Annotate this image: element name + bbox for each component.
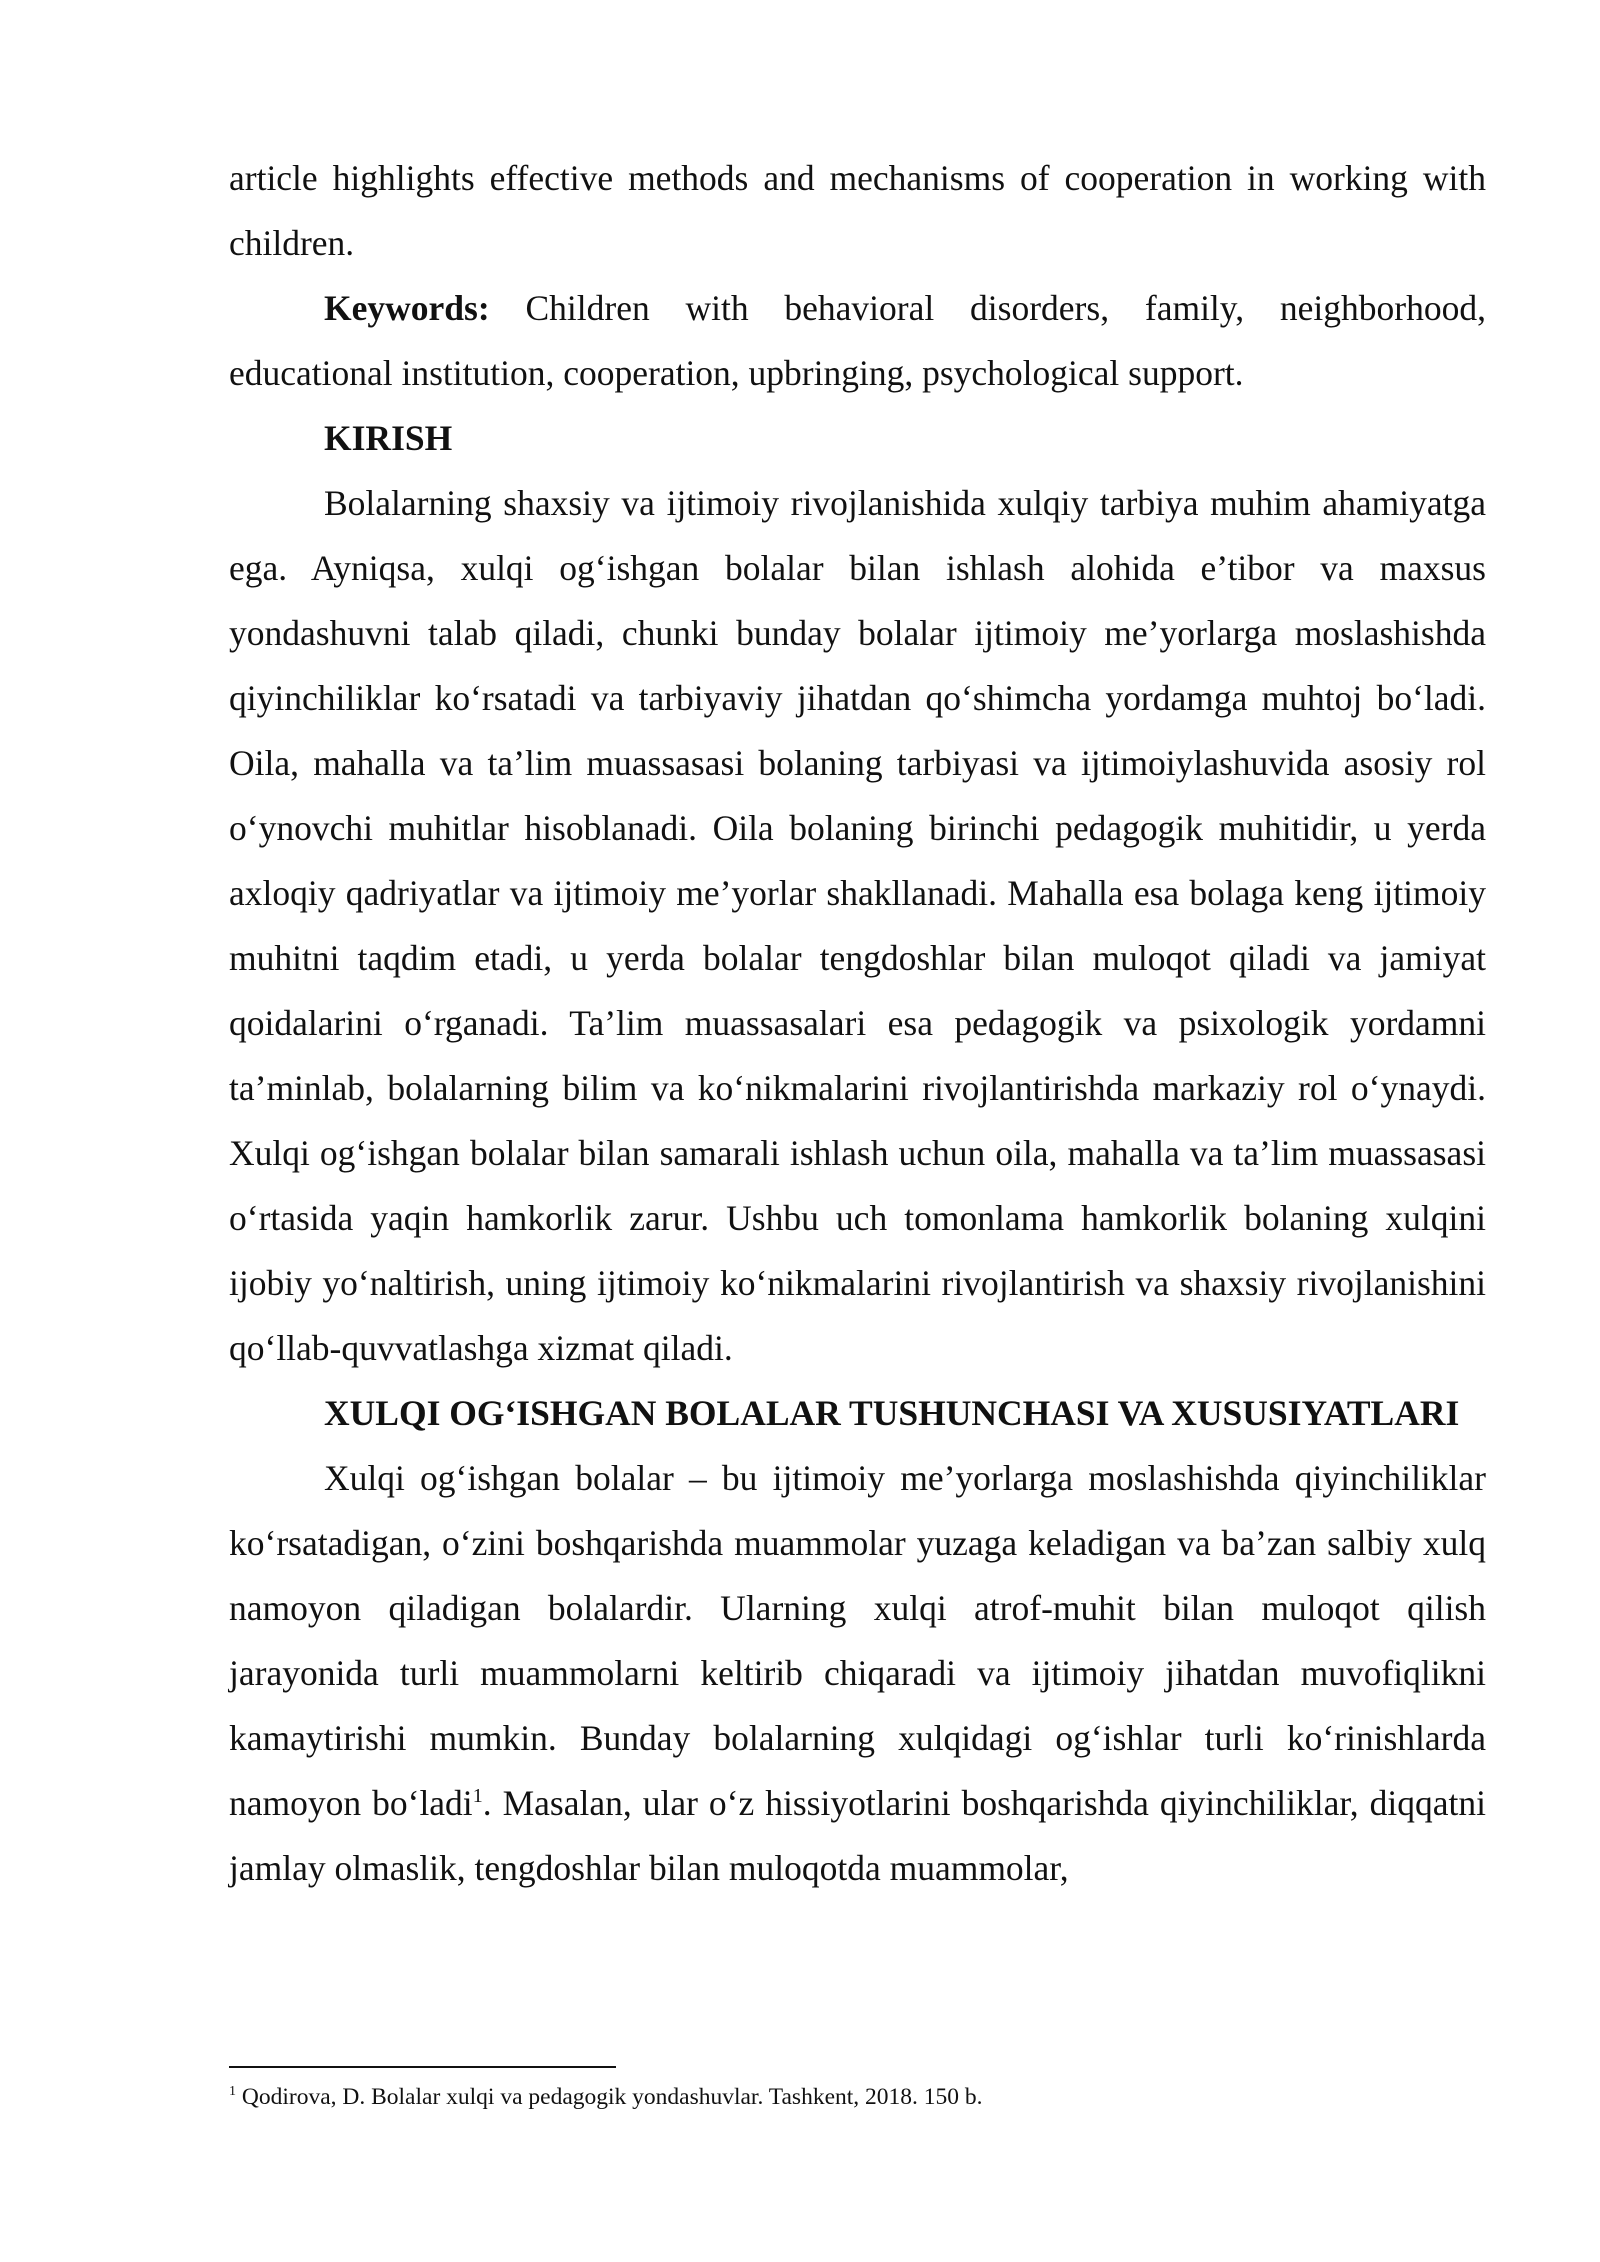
footnote-reference: 1 xyxy=(472,1785,483,1808)
footnote-text: Qodirova, D. Bolalar xulqi va pedagogik yondashuvlar. Tashkent, 2018. 150 b. xyxy=(236,2084,983,2110)
keywords-paragraph xyxy=(229,276,1486,406)
keywords-label: Keywords: xyxy=(324,288,490,328)
footnote-separator xyxy=(229,2066,616,2068)
section-heading: XULQI OG‘ISHGAN BOLALAR TUSHUNCHASI VA XUSUSIYATLARI xyxy=(324,1393,1460,1433)
section-paragraph-continuation: . Masalan, ular o‘z hissiyotlarini boshqarishda qiyinchiliklar, diqqatni jamlay olmaslik, tengdoshlar bilan muloqotda muammolar, xyxy=(229,1783,1486,1888)
footnote-marker: 1 xyxy=(229,2084,236,2100)
abstract-tail: article highlights effective methods and mechanisms of cooperation in working with children. xyxy=(229,158,1486,263)
section-paragraph xyxy=(229,1446,1486,1901)
intro-paragraph: Bolalarning shaxsiy va ijtimoiy rivojlanishida xulqiy tarbiya muhim ahamiyatga ega. Ayniqsa, xulqi og‘ishgan bolalar bilan ishlash alohida e’tibor va maxsus yondashuvni talab qiladi, chunki bunday bolalar ijtimoiy me’yorlarga moslashishda qiyinchiliklar ko‘rsatadi va tarbiyaviy jihatdan qo‘shimcha yordamga muhtoj bo‘ladi. Oila, mahalla va ta’lim muassasasi bolaning tarbiyasi va ijtimoiylashuvida asosiy rol o‘ynovchi muhitlar hisoblanadi. Oila bolaning birinchi pedagogik muhitidir, u yerda axloqiy qadriyatlar va ijtimoiy me’yorlar shakllanadi. Mahalla esa bolaga keng ijtimoiy muhitni taqdim etadi, u yerda bolalar tengdoshlar bilan muloqot qiladi va jamiyat qoidalarini o‘rganadi. Ta’lim muassasalari esa pedagogik va psixologik yordamni ta’minlab, bolalarning bilim va ko‘nikmalarini rivojlantirishda markaziy rol o‘ynaydi. Xulqi og‘ishgan bolalar bilan samarali ishlash uchun oila, mahalla va ta’lim muassasasi o‘rtasida yaqin hamkorlik zarur. Ushbu uch tomonlama hamkorlik bolaning xulqini ijobiy yo‘naltirish, uning ijtimoiy ko‘nikmalarini rivojlantirish va shaxsiy rivojlanishini qo‘llab-quvvatlashga xizmat qiladi. xyxy=(229,483,1486,1368)
keywords-text: Children with behavioral disorders, family, neighborhood, educational institution, cooperation, upbringing, psychological support. xyxy=(229,288,1486,393)
section-paragraph-text: Xulqi og‘ishgan bolalar – bu ijtimoiy me’yorlarga moslashishda qiyinchiliklar ko‘rsatadigan, o‘zini boshqarishda muammolar yuzaga keladigan va ba’zan salbiy xulq namoyon qiladigan bolalardir. Ularning xulqi atrof-muhit bilan muloqot qilish jarayonida turli muammolarni keltirib chiqaradi va ijtimoiy jihatdan muvofiqlikni kamaytirishi mumkin. Bunday bolalarning xulqidagi og‘ishlar turli ko‘rinishlarda namoyon bo‘ladi xyxy=(229,1458,1486,1823)
page-body xyxy=(229,146,1486,1901)
intro-heading: KIRISH xyxy=(324,418,453,458)
footnote xyxy=(229,2082,1486,2112)
